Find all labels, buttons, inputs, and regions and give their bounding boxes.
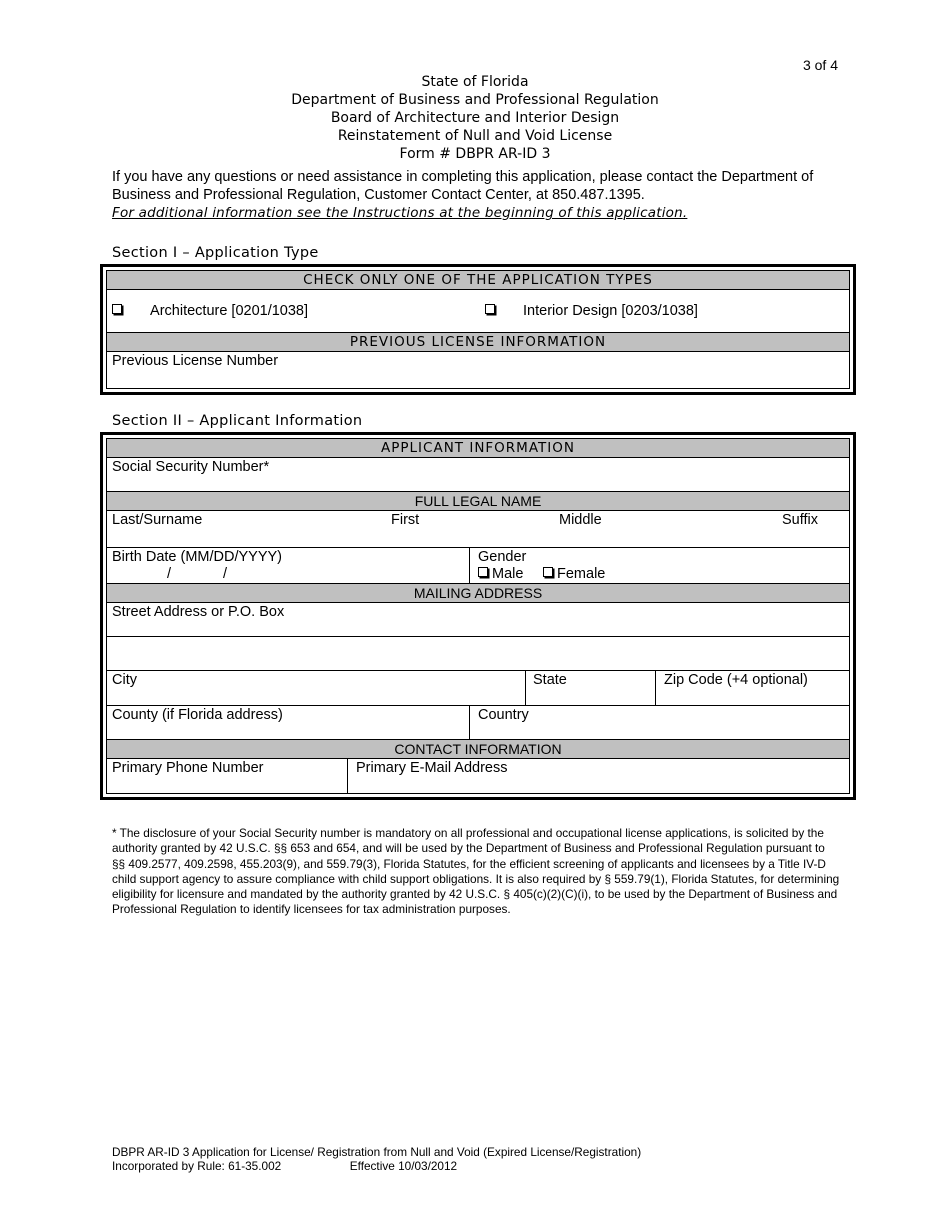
header-form-title: Reinstatement of Null and Void License (337, 128, 613, 144)
header-department: Department of Business and Professional Regulation (291, 92, 659, 108)
section-1-box (100, 264, 856, 395)
state-label: State (533, 672, 567, 688)
header-board: Board of Architecture and Interior Design (330, 110, 620, 126)
previous-license-label: Previous License Number (112, 353, 279, 369)
male-checkbox[interactable] (478, 567, 488, 577)
applicant-information-bar: APPLICANT INFORMATION (107, 439, 849, 458)
architecture-option[interactable] (112, 303, 308, 319)
gender-label: Gender (478, 549, 527, 565)
ssn-label: Social Security Number* (112, 459, 270, 475)
contact-row (107, 759, 849, 793)
section-2-box (100, 432, 856, 800)
intro-note: For additional information see the Instructions at the beginning of this application. (112, 205, 688, 221)
birth-date-separator: / (167, 566, 172, 582)
female-label: Female (557, 566, 606, 582)
page-number: 3 of 4 (802, 57, 838, 73)
male-label: Male (492, 566, 524, 582)
divider (525, 671, 526, 705)
intro-text: If you have any questions or need assistance in completing this application, please contact the Department of Business and Professional Regulation, Customer Contact Center, at 850.487.1395. (112, 169, 814, 203)
city-label: City (112, 672, 137, 688)
female-checkbox[interactable] (543, 567, 553, 577)
architecture-checkbox[interactable] (112, 304, 122, 314)
application-type-row (107, 290, 849, 333)
section-2-title: Section II – Applicant Information (112, 413, 363, 429)
street-field[interactable] (107, 603, 849, 637)
divider (469, 706, 470, 739)
phone-label: Primary Phone Number (112, 760, 264, 776)
birth-gender-row (107, 548, 849, 584)
footer-effective-date: Effective 10/03/2012 (349, 1159, 458, 1173)
architecture-label: Architecture [0201/1038] (150, 303, 309, 319)
country-label: Country (478, 707, 529, 723)
zip-label: Zip Code (+4 optional) (664, 672, 808, 688)
suffix-label: Suffix (782, 512, 819, 528)
footer-form-description: DBPR AR-ID 3 Application for License/ Registration from Null and Void (Expired License/Registration) (112, 1145, 642, 1159)
email-label: Primary E-Mail Address (356, 760, 508, 776)
previous-license-bar: PREVIOUS LICENSE INFORMATION (107, 333, 849, 352)
interior-design-option[interactable] (485, 303, 698, 319)
birth-date-separator: / (223, 566, 228, 582)
name-row[interactable] (107, 511, 849, 548)
city-state-zip-row (107, 671, 849, 706)
last-name-label: Last/Surname (112, 512, 203, 528)
middle-name-label: Middle (559, 512, 602, 528)
male-option[interactable] (478, 566, 523, 582)
county-label: County (if Florida address) (112, 707, 283, 723)
ssn-field[interactable] (107, 458, 849, 492)
footer-rule: Incorporated by Rule: 61-35.002 (112, 1159, 282, 1173)
birth-date-label: Birth Date (MM/DD/YYYY) (112, 549, 282, 565)
intro (112, 168, 832, 222)
header-form-number: Form # DBPR AR-ID 3 (399, 146, 551, 162)
first-name-label: First (391, 512, 420, 528)
previous-license-field[interactable] (107, 352, 849, 388)
street-label: Street Address or P.O. Box (112, 604, 285, 620)
interior-design-checkbox[interactable] (485, 304, 495, 314)
full-legal-name-bar: FULL LEGAL NAME (107, 492, 849, 511)
female-option[interactable] (543, 566, 605, 582)
page-footer (112, 1145, 641, 1173)
mailing-address-bar: MAILING ADDRESS (107, 584, 849, 603)
divider (655, 671, 656, 705)
application-types-bar: CHECK ONLY ONE OF THE APPLICATION TYPES (107, 271, 849, 290)
divider (469, 548, 470, 583)
divider (347, 759, 348, 793)
header-state: State of Florida (421, 74, 529, 90)
county-country-row (107, 706, 849, 740)
section-1-title: Section I – Application Type (112, 245, 319, 261)
form-header (0, 73, 950, 163)
interior-design-label: Interior Design [0203/1038] (523, 303, 698, 319)
contact-information-bar: CONTACT INFORMATION (107, 740, 849, 759)
street-field-line-2[interactable] (107, 637, 849, 671)
ssn-disclosure-footnote: * The disclosure of your Social Security number is mandatory on all professional and occupational license applications, is solicited by the authority granted by 42 U.S.C. §§ 653 and 654, and will be used by the Department of Business and Professional Regulation pursuant to §§ 409.2577, 409.2598, 455.203(9), and 559.79(3), Florida Statutes, for the efficient screening of applicants and licensees by a Title IV-D child support agency to assure compliance with child support obligations. It is also required by § 559.79(1), Florida Statutes, for determining eligibility for licensure and mandated by the authority granted by 42 U.S.C. § 405(c)(2)(C)(i), to be used by the Department of Business and Professional Regulation to identify licensees for tax administration purposes. (112, 826, 840, 917)
